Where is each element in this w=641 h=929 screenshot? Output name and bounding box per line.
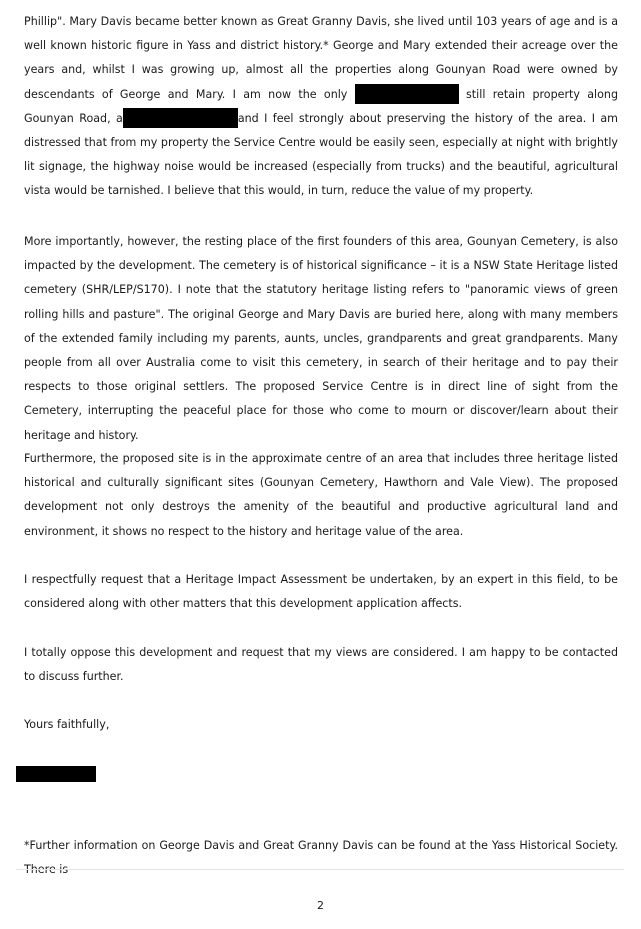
- paragraph-cemetery: More importantly, however, the resting place of the first founders of this area, Gounyan Cemetery, is also impacted by the development. The cemetery is of historical significance – it is a NSW State Heritage listed cemetery (SHR/LEP/S170). I note that the statutory heritage listing refers to "panoramic views of green rolling hills and pasture". The original George and Mary Davis are buried here, along with many members of the extended family including my parents, aunts, uncles, grandparents and great grandparents. Many people from all over Australia come to visit this cemetery, in search of their heritage and to pay their respects to those original settlers. The proposed Service Centre is in direct line of sight from the Cemetery, interrupting the peaceful place for those who come to mourn or discover/learn about their heritage and history.: [24, 235, 618, 442]
- paragraph-text: still retain property along Gounyan Road, a: [24, 87, 618, 125]
- paragraph-request: I respectfully request that a Heritage Impact Assessment be undertaken, by an expert in this field, to be considered along with other matters that this development application affects.: [24, 573, 618, 611]
- footnote: *Further information on George Davis and Great Granny Davis can be found at the Yass Historical Society.: [24, 839, 618, 852]
- closing-salutation: Yours faithfully,: [24, 718, 110, 731]
- signature-redaction: [16, 766, 96, 782]
- paragraph-opposition: I totally oppose this development and request that my views are considered. I am happy to be contacted to discuss further.: [24, 646, 618, 684]
- footer-divider: [16, 869, 624, 870]
- paragraph-heritage-sites: Furthermore, the proposed site is in the approximate centre of an area that includes three heritage listed historical and culturally significant sites (Gounyan Cemetery, Hawthorn and Vale View). The proposed development not only destroys the amenity of the beautiful and productive agricultural land and environment, it shows no respect to the history and heritage value of the area.: [24, 452, 618, 538]
- paragraph-family-history: [24, 10, 618, 204]
- redaction-block: [123, 108, 238, 128]
- page-number: 2: [317, 899, 324, 912]
- paragraph-text: Phillip". Mary Davis became better known as Great Granny Davis, she lived until 103 years of age and is a well known historic figure in Yass and district history.* George and Mary extended their acreage over the years and, whilst I was growing up, almost all the properties along Gounyan Road were owned by descendants of George and Mary. I am now the only: [24, 15, 618, 101]
- paragraph-text: and I feel strongly about preserving the history of the area. I am distressed that from my property the Service Centre would be easily seen, especially at night with brightly lit signage, the highway noise would be increased (especially from trucks) and the beautiful, agricultural vista would be tarnished. I believe that this would, in turn, reduce the value of my property.: [24, 111, 618, 198]
- redaction-block: [355, 84, 459, 104]
